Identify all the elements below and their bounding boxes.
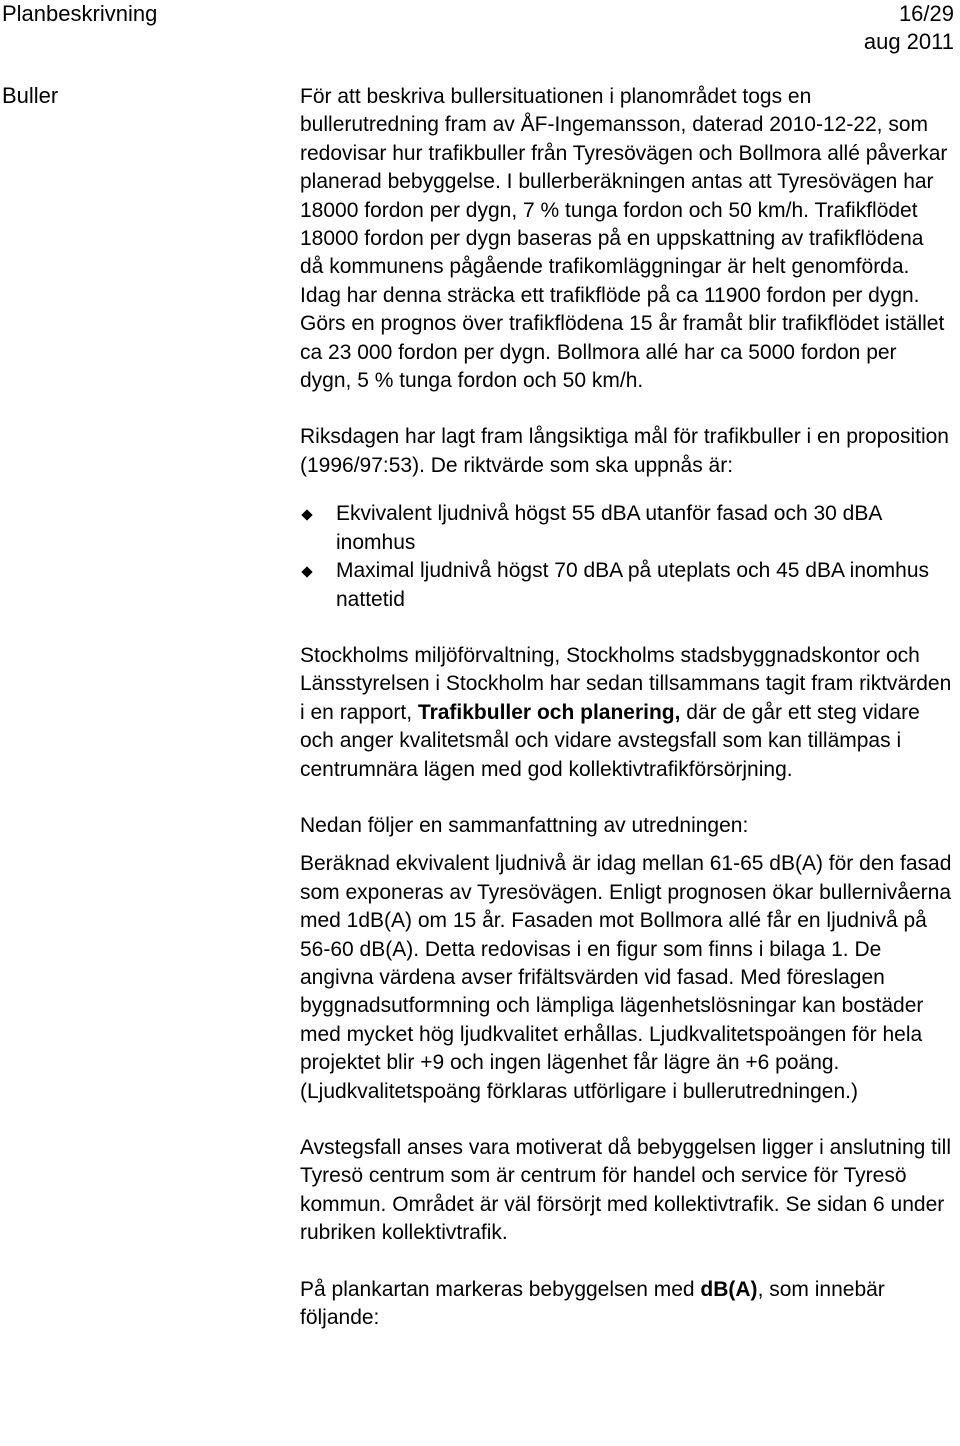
list-item-text: Ekvivalent ljudnivå högst 55 dBA utanför fasad och 30 dBA inomhus — [336, 502, 882, 554]
paragraph-stockholm-guidelines — [300, 642, 952, 784]
page-number: 16/29 — [898, 1, 954, 26]
text-span: På plankartan markeras bebyggelsen med — [300, 1277, 701, 1301]
paragraph-riksdagen: Riksdagen har lagt fram långsiktiga mål för trafikbuller i en proposition (1996/97:53). De riktvärde som ska uppnås är: — [300, 425, 949, 477]
list-item-text: Maximal ljudnivå högst 70 dBA på uteplats och 45 dBA inomhus nattetid — [336, 559, 930, 611]
text-span: , som innebär följande: — [300, 1277, 885, 1330]
page-info — [864, 0, 954, 56]
paragraph-summary-intro: Nedan följer en sammanfattning av utredningen: — [300, 813, 749, 837]
guideline-list — [300, 500, 952, 614]
list-item — [300, 557, 952, 614]
text-span: Stockholms miljöförvaltning, Stockholms stadsbyggnadskontor och Länsstyrelsen i Stockholm har sedan tillsammans tagit fram riktvärden i en rapport, — [300, 643, 952, 724]
text-span: där de går ett steg vidare och anger kvalitetsmål och vidare avstegsfall som kan tillämpas i centrumnära lägen med god kollektivtrafikförsörjning. — [300, 700, 920, 781]
dba-term: dB(A) — [700, 1277, 758, 1301]
paragraph-noise-levels: Beräknad ekvivalent ljudnivå är idag mellan 61-65 dB(A) för den fasad som exponeras av Tyresövägen. Enligt prognosen ökar bullernivåerna med 1dB(A) om 15 år. Fasaden mot Bollmora allé får en ljudnivå på 56-60 dB(A). Detta redovisas i en figur som finns i bilaga 1. De angivna värdena avser frifältsvärden vid fasad. Med föreslagen byggnadsutformning och lämpliga lägenhetslösningar kan bostäder med mycket hög ljudkvalitet erhållas. Ljudkvalitetspoängen för hela projektet blir +9 och ingen lägenhet får lägre än +6 poäng. (Ljudkvalitetspoäng förklaras utförligare i bullerutredningen.) — [300, 852, 952, 1103]
list-item — [300, 500, 952, 557]
diamond-bullet-icon — [301, 566, 312, 577]
section-heading: Buller — [2, 83, 59, 108]
document-date: aug 2011 — [863, 29, 954, 54]
diamond-bullet-icon — [301, 510, 312, 521]
paragraph-plan-map — [300, 1276, 952, 1333]
section-body — [300, 83, 952, 1332]
document-title: Planbeskrivning — [2, 1, 158, 26]
paragraph-deviation: Avstegsfall anses vara motiverat då bebyggelsen ligger i anslutning till Tyresö centrum som är centrum för handel och service för Tyresö kommun. Området är väl försörjt med kollektivtrafik. Se sidan 6 under rubriken kollektivtrafik. — [300, 1136, 951, 1245]
report-title: Trafikbuller och planering, — [417, 700, 681, 724]
paragraph-traffic-volume: För att beskriva bullersituationen i planområdet togs en bullerutredning fram av ÅF-Ingemansson, daterad 2010-12-22, som redovisar hur trafikbuller från Tyresövägen och Bollmora allé påverkar planerad bebyggelse. I bullerberäkningen antas att Tyresövägen har 18000 fordon per dygn, 7 % tunga fordon och 50 km/h. Trafikflödet 18000 fordon per dygn baseras på en uppskattning av trafikflödena då kommunens pågående trafikomläggningar är helt genomförda. Idag har denna sträcka ett trafikflöde på ca 11900 fordon per dygn. Görs en prognos över trafikflödena 15 år framåt blir trafikflödet istället ca 23 000 fordon per dygn. Bollmora allé har ca 5000 fordon per dygn, 5 % tunga fordon och 50 km/h. — [300, 85, 948, 393]
